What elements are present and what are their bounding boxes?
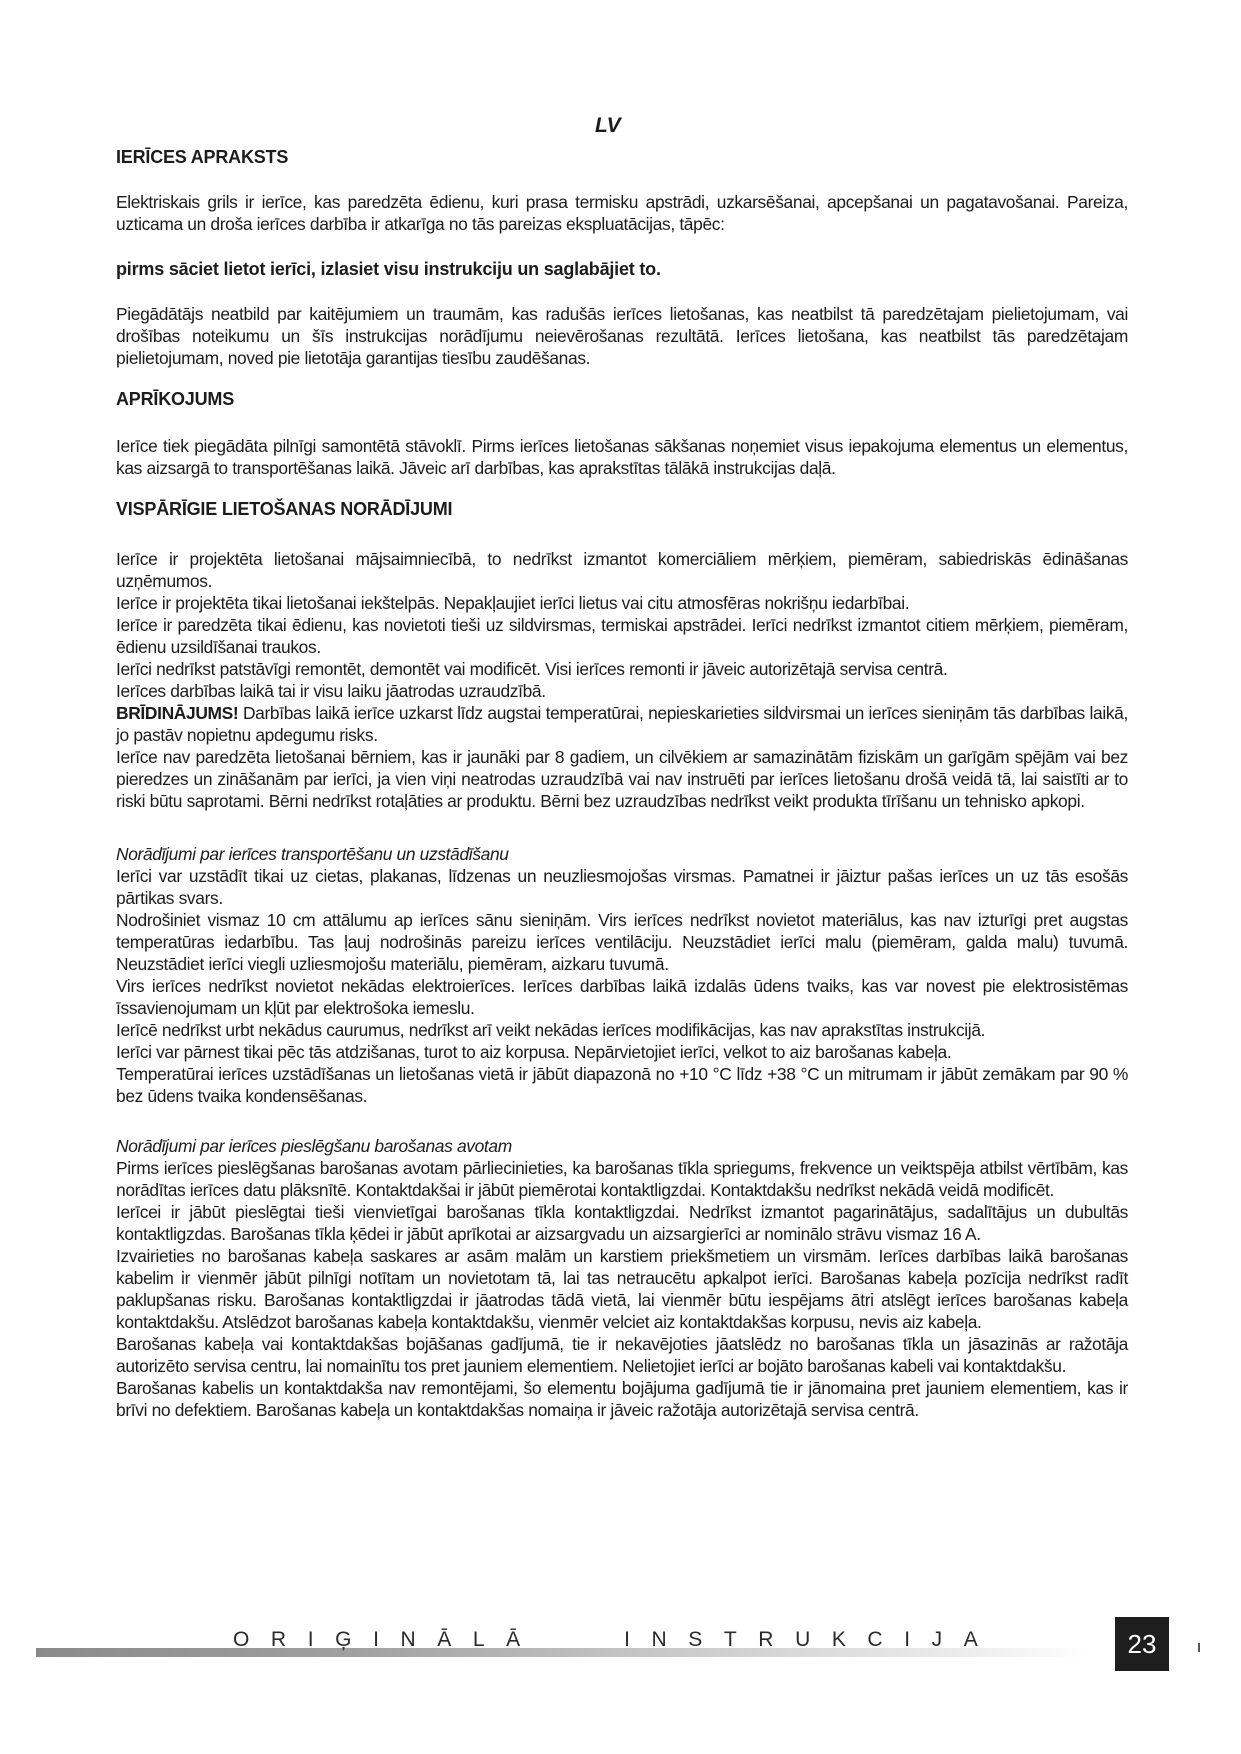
language-code: LV (595, 114, 621, 137)
list-item: Virs ierīces nedrīkst novietot nekādas elektroierīces. Ierīces darbības laikā izdalās ūdens tvaiks, kas var novest pie elektrosistēmas īssavienojumam un kļūt par elektrošoka iemeslu. (116, 976, 1128, 1018)
list-item: Barošanas kabelis un kontaktdakša nav remontējami, šo elementu bojājuma gadījumā tie ir jānomaina pret jauniem elementiem, kas ir brīvi no defektiem. Barošanas kabeļa un kontaktdakšas nomaiņa ir jāveic ražotāja autorizētajā servisa centrā. (116, 1378, 1128, 1420)
paragraph: Ierīce tiek piegādāta pilnīgi samontētā stāvoklī. Pirms ierīces lietošanas sākšanas noņemiet visus iepakojuma elementus un elementus, kas aizsargā to transportēšanas laikā. Jāveic arī darbības, kas aprakstītas tālākā instrukcijas daļā. (116, 436, 1128, 478)
warning-paragraph (116, 702, 1128, 746)
list-item: Ierīcē nedrīkst urbt nekādus caurumus, nedrīkst arī veikt nekādas ierīces modifikācijas, kas nav aprakstītas instrukcijā. (116, 1020, 986, 1040)
section-title-general: VISPĀRĪGIE LIETOŠANAS NORĀDĪJUMI (116, 499, 453, 519)
footer-label-text: ORIĢINĀLĀ INSTRUKCIJA (233, 1628, 1000, 1651)
paragraph: Elektriskais grils ir ierīce, kas paredzēta ēdienu, kuri prasa termisku apstrādi, uzkarsēšanai, apcepšanai un pagatavošanai. Pareiza, uzticama un droša ierīces darbība ir atkarīga no tās pareizas ekspluatācijas, tāpēc: (116, 192, 1128, 234)
subsection-title-transport: Norādījumi par ierīces transportēšanu un uzstādīšanu (116, 844, 509, 864)
list-item: Ierīci nedrīkst patstāvīgi remontēt, demontēt vai modificēt. Visi ierīces remonti ir jāveic autorizētajā servisa centrā. (116, 659, 948, 679)
warning-label: BRĪDINĀJUMS! (116, 703, 239, 723)
subsection-title-power: Norādījumi par ierīces pieslēgšanu barošanas avotam (116, 1136, 512, 1156)
list-item: Temperatūrai ierīces uzstādīšanas un lietošanas vietā ir jābūt diapazonā no +10 °C līdz +38 °C un mitrumam ir jābūt zemākam par 90 % bez ūdens tvaika kondensēšanas. (116, 1064, 1128, 1106)
list-item: Nodrošiniet vismaz 10 cm attālumu ap ierīces sānu sieniņām. Virs ierīces nedrīkst novietot materiālus, kas nav izturīgi pret augstas temperatūras iedarbību. Tas ļauj nodrošinās pareizu ierīces ventilāciju. Neuzstādiet ierīci malu (piemēram, galda malu) tuvumā. Neuzstādiet ierīci viegli uzliesmojošu materiālu, piemēram, aizkaru tuvumā. (116, 910, 1128, 974)
list-item: Ierīce ir paredzēta tikai ēdienu, kas novietoti tieši uz sildvirsmas, termiskai apstrādei. Ierīci nedrīkst izmantot citiem mērķiem, piemēram, ēdienu uzsildīšanai traukos. (116, 615, 1128, 657)
warning-text: Darbības laikā ierīce uzkarst līdz augstai temperatūrai, nepieskarieties sildvirsmai un ierīces sieniņām tās darbības laikā, jo pastāv nopietnu apdegumu risks. (116, 703, 1128, 745)
paragraph: Piegādātājs neatbild par kaitējumiem un traumām, kas radušās ierīces lietošanas, kas neatbilst tā paredzētajam pielietojumam, vai drošības noteikumu un šīs instrukcijas norādījumu neievērošanas rezultātā. Ierīces lietošana, kas neatbilst tās paredzētajam pielietojumam, noved pie lietotāja garantijas tiesību zaudēšanas. (116, 304, 1128, 368)
footer-label (233, 1628, 999, 1652)
list-item: Ierīci var pārnest tikai pēc tās atdzišanas, turot to aiz korpusa. Nepārvietojiet ierīci, velkot to aiz barošanas kabeļa. (116, 1042, 952, 1062)
list-item: Ierīce nav paredzēta lietošanai bērniem, kas ir jaunāki par 8 gadiem, un cilvēkiem ar samazinātām fiziskām un garīgām spējām vai bez pieredzes un zināšanām par ierīci, ja vien viņi neatrodas uzraudzībā vai nav instruēti par ierīces lietošanu drošā veidā tā, lai saistīti ar to riski būtu saprotami. Bērni nedrīkst rotaļāties ar produktu. Bērni bez uzraudzības nedrīkst veikt produkta tīrīšanu un tehnisko apkopi. (116, 747, 1128, 811)
emphasis-paragraph: pirms sāciet lietot ierīci, izlasiet visu instrukciju un saglabājiet to. (116, 259, 661, 279)
document-body (116, 146, 1128, 1421)
page-number: 23 (1115, 1617, 1169, 1671)
section-title-equipment: APRĪKOJUMS (116, 389, 235, 409)
list-item: Ierīce ir projektēta lietošanai mājsaimniecībā, to nedrīkst izmantot komerciāliem mērķiem, piemēram, sabiedriskās ēdināšanas uzņēmumos. (116, 549, 1128, 591)
list-item: Pirms ierīces pieslēgšanas barošanas avotam pārliecinieties, ka barošanas tīkla spriegums, frekvence un veiktspēja atbilst vērtībām, kas norādītas ierīces datu plāksnītē. Kontaktdakšai ir jābūt piemērotai kontaktligzdai. Kontaktdakšu nedrīkst nekādā veidā modificēt. (116, 1158, 1128, 1200)
list-item: Ierīce ir projektēta tikai lietošanai iekštelpās. Nepakļaujiet ierīci lietus vai citu atmosfēras nokrišņu iedarbībai. (116, 593, 910, 613)
list-item: Barošanas kabeļa vai kontaktdakšas bojāšanas gadījumā, tie ir nekavējoties jāatslēdz no barošanas tīkla un jāsazinās ar ražotāja autorizēto servisa centru, lai nomainītu tos pret jauniem elementiem. Nelietojiet ierīci ar bojāto barošanas kabeli vai kontaktdakšu. (116, 1334, 1128, 1376)
section-title-description: IERĪCES APRAKSTS (116, 147, 289, 167)
list-item: Ierīcei ir jābūt pieslēgtai tieši vienvietīgai barošanas tīkla kontaktligzdai. Nedrīkst izmantot pagarinātājus, sadalītājus un dubultās kontaktligzdas. Barošanas tīkla ķēdei ir jābūt aprīkotai ar aizsargvadu un aizsargierīci ar nominālo strāvu vismaz 16 A. (116, 1202, 1128, 1244)
list-item: Ierīces darbības laikā tai ir visu laiku jāatrodas uzraudzībā. (116, 681, 546, 701)
edge-mark (1198, 1643, 1200, 1652)
list-item: Ierīci var uzstādīt tikai uz cietas, plakanas, līdzenas un neuzliesmojošas virsmas. Pamatnei ir jāiztur pašas ierīces un uz tās esošās pārtikas svars. (116, 866, 1128, 908)
list-item: Izvairieties no barošanas kabeļa saskares ar asām malām un karstiem priekšmetiem un virsmām. Ierīces darbības laikā barošanas kabelim ir vienmēr jābūt pilnīgi notītam un novietotam tā, lai tas netraucētu apkalpot ierīci. Barošanas kabeļa pozīcija nedrīkst radīt paklupšanas risku. Barošanas kontaktligzdai ir jāatrodas tādā vietā, lai vienmēr būtu iespējams ātri atslēgt ierīces barošanas kabeļa kontaktdakšu. Atslēdzot barošanas kabeļa kontaktdakšu, vienmēr velciet aiz kontaktdakšas korpusu, nevis aiz kabeļa. (116, 1246, 1128, 1332)
